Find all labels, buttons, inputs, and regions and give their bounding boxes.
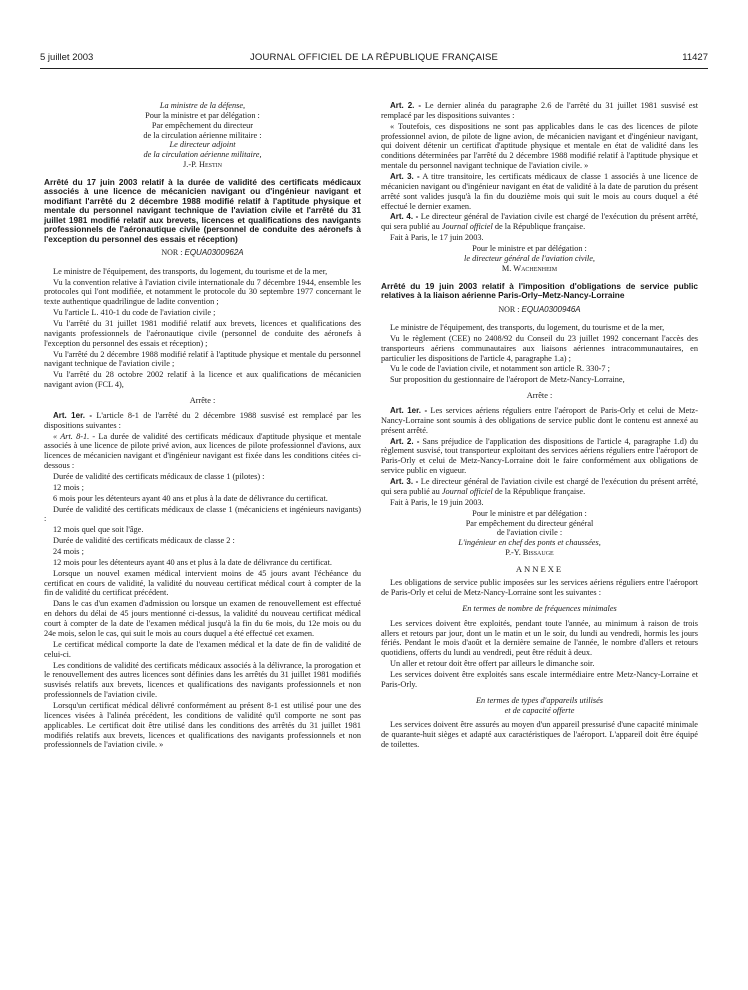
journal-officiel-ref: Journal officiel xyxy=(441,222,493,232)
signature-line: Le directeur adjoint xyxy=(169,140,236,150)
article-label: Art. 2. - xyxy=(390,101,422,110)
article-text: de la République française. xyxy=(494,222,586,232)
preamble-line: Le ministre de l'équipement, des transports, du logement, du tourisme et de la mer, xyxy=(53,266,328,276)
section-heading: En termes de types d'appareils utilisés xyxy=(475,695,604,705)
body-paragraph: 6 mois pour les détenteurs ayant 40 ans et plus à la date de délivrance du certificat. xyxy=(53,493,328,503)
signatory-name: J.-P. Hestin xyxy=(183,160,222,170)
body-paragraph: Les services doivent être exploités, pendant toute l'année, au minimum à raison de trois allers et retours par jour, dont un le matin et un le soir, du lundi au vendredi, hormis les jours fériés. Pendant le mois d'août et la dernière semaine de l'année, le nombre d'allers et retours quotidiens, offerts du lundi au vendredi, peut être réduit à deux. xyxy=(381,618,698,658)
body-paragraph: Le certificat médical comporte la date de l'examen médical et la date de fin de validité de celui-ci. xyxy=(44,639,361,659)
article-1 xyxy=(44,411,361,431)
preamble-line: Vu le code de l'aviation civile, et notamment son article R. 330-7 ; xyxy=(390,364,610,374)
article-text: Le dernier alinéa du paragraphe 2.6 de l'arrêté du 31 juillet 1981 susvisé est remplacé par les dispositions suivantes : xyxy=(381,101,699,120)
nor-label: NOR : xyxy=(498,304,520,314)
signature-line: de la circulation aérienne militaire : xyxy=(143,130,262,140)
article-label: Art. 3. - xyxy=(390,477,419,487)
article-text: La durée de validité des certificats médicaux d'aptitude physique et mentale associés à une licence de pilote privé avion, aux licences de pilote professionnel d'avions, aux licences de mécanicien navigant et d'ingénieur navigant est fixée dans les conditions citées ci-dessous : xyxy=(44,431,361,471)
article-label: Art. 4. - xyxy=(390,212,419,222)
signature-line: Par empêchement du directeur xyxy=(151,120,254,130)
preamble-line: Vu le règlement (CEE) no 2408/92 du Conseil du 23 juillet 1992 concernant l'accès des transporteurs aériens communautaires aux liaisons aériennes intracommunautaires, en particulier les dispositions de l'article 4, paragraphe 1.a) ; xyxy=(381,333,698,363)
signature-line: La ministre de la défense, xyxy=(159,101,246,110)
journal-title: JOURNAL OFFICIEL DE LA RÉPUBLIQUE FRANÇAISE xyxy=(249,52,499,63)
preamble-line: Sur proposition du gestionnaire de l'aéroport de Metz-Nancy-Lorraine, xyxy=(390,375,625,385)
signature-line: Par empêchement du directeur général xyxy=(465,518,594,528)
header-rule xyxy=(40,68,708,69)
body-paragraph: Un aller et retour doit être offert par ailleurs le dimanche soir. xyxy=(390,659,595,669)
signature-block-ponts xyxy=(381,509,698,558)
article-2-quote: « Toutefois, ces dispositions ne sont pas applicables dans le cas des licences de pilote professionnel avion, de pilote de ligne avion, de mécanicien navigant et d'ingénieur navigant, qui doivent détenir un certificat d'aptitude physique et mentale en état de validité dans les conditions déterminées par l'arrêté du 2 décembre 1988 modifié relatif à l'aptitude physique et mentale du personnel navigant technique de l'aviation civile. » xyxy=(381,121,698,171)
section-heading: En termes de nombre de fréquences minimales xyxy=(462,603,617,613)
signature-line: le directeur général de l'aviation civile, xyxy=(464,253,595,263)
section-heading: et de capacité offerte xyxy=(504,705,575,715)
article-4 xyxy=(381,212,698,232)
signatory-name: P.-Y. Bissauge xyxy=(505,548,554,558)
issue-date: 5 juillet 2003 xyxy=(40,52,94,63)
article-text: Sans préjudice de l'application des dispositions de l'article 4, paragraphe 1.d) du règlement susvisé, tout transporteur exploitant des services aériens réguliers entre l'aéroport de Paris-Orly et celui de Metz-Nancy-Lorraine doit le faire conformément aux obligations de service public en vigueur. xyxy=(381,436,699,476)
preamble-line: Vu l'arrêté du 2 décembre 1988 modifié relatif à l'aptitude physique et mentale du personnel navigant technique de l'aviation civile ; xyxy=(44,349,361,369)
article-text: de la République française. xyxy=(494,486,586,496)
nor-code: EQUA0300962A xyxy=(184,248,244,258)
arrete-heading: Arrête : xyxy=(189,396,216,406)
arrete-heading: Arrête : xyxy=(526,391,553,401)
article-text: Les services aériens réguliers entre l'aéroport de Paris-Orly et celui de Metz-Nancy-Lorraine sont soumis à des obligations de service public dont le contenu est annexé au présent arrêté. xyxy=(381,406,699,435)
body-paragraph: 12 mois ; xyxy=(53,482,84,492)
body-paragraph: 12 mois pour les détenteurs ayant 40 ans et plus à la date de délivrance du certificat. xyxy=(53,557,332,567)
page-number: 11427 xyxy=(682,52,708,63)
signatory-name: M. Wachenheim xyxy=(501,263,558,273)
article-3 xyxy=(381,477,698,497)
fait-date: Fait à Paris, le 17 juin 2003. xyxy=(390,233,484,243)
article-3 xyxy=(381,172,698,211)
body-paragraph: Les services doivent être assurés au moyen d'un appareil pressurisé d'une capacité minimale de quarante-huit sièges et adapté aux caractéristiques de l'aéroport. L'appareil doit être équipé de toilettes. xyxy=(381,720,698,750)
page-header xyxy=(40,52,708,66)
nor-code: EQUA0300946A xyxy=(521,304,581,314)
left-column xyxy=(44,101,361,751)
nor-label: NOR : xyxy=(161,248,183,258)
preamble-line: Vu l'arrêté du 28 octobre 2002 relatif à la licence et aux qualifications de mécanicien navigant avion (FCL 4), xyxy=(44,370,361,390)
article-label: « Art. 8-1. - xyxy=(53,431,96,441)
signature-line: de l'aviation civile : xyxy=(496,528,563,538)
signature-line: Pour le ministre et par délégation : xyxy=(472,244,587,254)
annexe-heading: ANNEXE xyxy=(515,563,564,574)
preamble-line: Vu l'arrêté du 31 juillet 1981 modifié relatif aux brevets, licences et qualifications des navigants professionnels de l'aéronautique civile (personnel de conduite des aéronefs à l'exception du personnel des essais et réception) ; xyxy=(44,319,361,348)
article-label: Art. 1er. - xyxy=(53,410,93,420)
annexe-intro: Les obligations de service public imposées sur les services aériens réguliers entre l'aéroport de Paris-Orly et celui de Metz-Nancy-Lorraine sont les suivantes : xyxy=(381,578,698,598)
article-8-1 xyxy=(44,432,361,471)
body-paragraph: Dans le cas d'un examen d'admission ou lorsque un examen de renouvellement est effectué en dehors du délai de 45 jours mentionné ci-dessus, la validité du nouveau certificat médical court à compter de la date de l'examen médical jusqu'à la fin du 6e mois, du 12e mois ou du 24e mois, selon le cas, qui suit le mois au cours duquel a été effectué cet examen. xyxy=(44,599,361,638)
article-label: Art. 1er. - xyxy=(390,406,428,416)
article-1 xyxy=(381,406,698,436)
article-2 xyxy=(381,437,698,476)
journal-officiel-ref: Journal officiel xyxy=(441,486,493,496)
decree-title: Arrêté du 19 juin 2003 relatif à l'imposition d'obligations de service public relatives à la liaison aérienne Paris-Orly–Metz-Nancy-Lorraine xyxy=(381,280,698,301)
article-text: Le directeur général de l'aviation civile est chargé de l'exécution du présent arrêté, qui sera publié au xyxy=(381,212,698,232)
signature-block-defense xyxy=(44,101,361,170)
body-paragraph: 12 mois quel que soit l'âge. xyxy=(53,525,144,535)
article-2 xyxy=(381,101,698,121)
body-paragraph: Lorsqu'un certificat médical délivré conformément au présent 8-1 est utilisé pour une des licences visées à l'alinéa précédent, les conditions de validité qu'il comporte ne sont pas applicables. Le certificat doit être utilisé dans les conditions des arrêtés du 31 juillet 1981 modifiés relatifs aux brevets, licences et qualifications des navigants professionnels et non professionnels de l'aviation civile. » xyxy=(44,700,361,750)
body-paragraph: Les conditions de validité des certificats médicaux associés à la délivrance, la prorogation et le renouvellement des autres licences sont définies dans les arrêtés du 31 juillet 1981 modifiés susvisés relatifs aux brevets, licences et qualifications des navigants professionnels et non professionnels de l'aviation civile. xyxy=(44,660,361,700)
article-label: Art. 3. - xyxy=(390,172,420,182)
decree-title: Arrêté du 17 juin 2003 relatif à la durée de validité des certificats médicaux associés à une licence de mécanicien navigant ou d'ingénieur navigant et modifiant l'arrêté du 2 décembre 1988 modifié relatif à l'aptitude physique et mentale du personnel navigant technique de l'aviation civile et l'arrêté du 31 juillet 1981 modifié relatif aux brevets, licences et qualifications des navigants professionnels de l'aéronautique civile (personnel de conduite des aéronefs à l'exception du personnel des essais et réception) xyxy=(44,177,361,244)
signature-line: Pour le ministre et par délégation : xyxy=(472,508,587,518)
body-paragraph: Les services doivent être exploités sans escale intermédiaire entre Metz-Nancy-Lorraine et Paris-Orly. xyxy=(381,670,698,689)
preamble-line: Vu la convention relative à l'aviation civile internationale du 7 décembre 1944, ensemble les protocoles qui l'ont modifiée, et notamment le protocole du 30 septembre 1977 concernant le texte authentique quadrilingue de ladite convention ; xyxy=(44,277,361,307)
body-paragraph: Durée de validité des certificats médicaux de classe 1 (mécaniciens et ingénieurs navigants) : xyxy=(44,504,361,524)
body-paragraph: 24 mois ; xyxy=(53,547,84,557)
article-label: Art. 2. - xyxy=(390,436,420,446)
signature-block-aviation xyxy=(381,244,698,274)
article-text: A titre transitoire, les certificats médicaux de classe 1 associés à une licence de mécanicien navigant ou d'ingénieur navigant en état de validité à la date de parution du présent arrêté sont valides jusqu'à la fin du douzième mois qui suit le mois au cours duquel a été effectué le dernier examen. xyxy=(381,172,698,211)
signature-line: Pour la ministre et par délégation : xyxy=(145,110,260,120)
nor-reference xyxy=(44,248,361,258)
fait-date: Fait à Paris, le 19 juin 2003. xyxy=(390,497,484,507)
preamble-line: Le ministre de l'équipement, des transports, du logement, du tourisme et de la mer, xyxy=(390,323,665,333)
signature-line: L'ingénieur en chef des ponts et chaussées, xyxy=(458,538,601,548)
article-text: L'article 8-1 de l'arrêté du 2 décembre 1988 susvisé est remplacé par les dispositions suivantes : xyxy=(44,410,361,430)
signature-line: de la circulation aérienne militaire, xyxy=(143,150,262,160)
preamble-line: Vu l'article L. 410-1 du code de l'aviation civile ; xyxy=(53,308,216,318)
article-text: Le directeur général de l'aviation civile est chargé de l'exécution du présent arrêté, qui sera publié au xyxy=(381,477,698,496)
nor-reference xyxy=(381,305,698,315)
body-paragraph: Lorsque un nouvel examen médical intervient moins de 45 jours avant l'échéance du certificat en cours de validité, la validité du nouveau certificat médical court à compter de la fin de validité du certificat précédent. xyxy=(44,568,361,598)
body-paragraph: Durée de validité des certificats médicaux de classe 1 (pilotes) : xyxy=(53,472,265,482)
body-paragraph: Durée de validité des certificats médicaux de classe 2 : xyxy=(53,536,235,546)
right-column xyxy=(381,101,698,751)
